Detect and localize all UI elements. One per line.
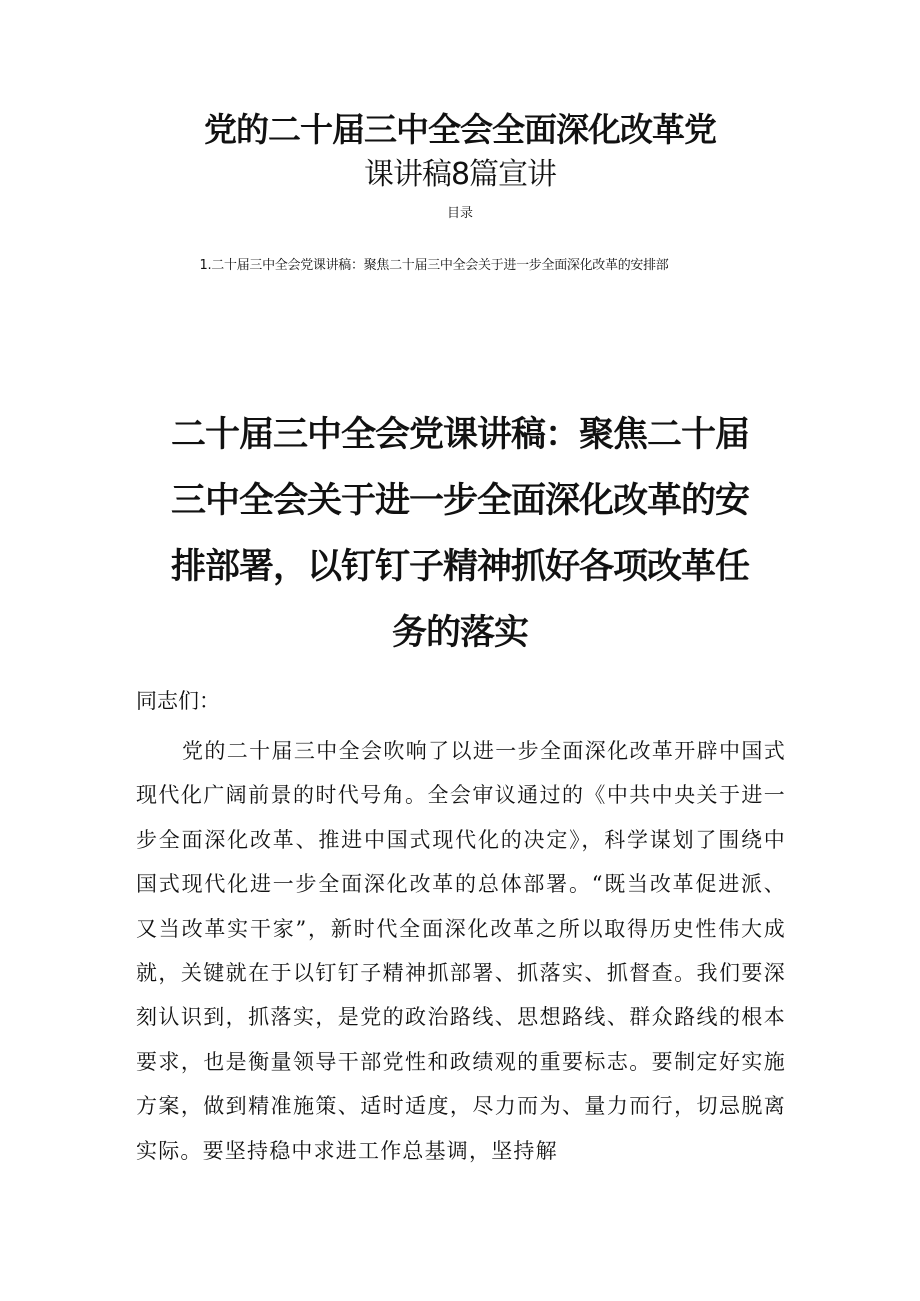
toc-entry[interactable]: 1.二十届三中全会党课讲稿：聚焦二十届三中全会关于进一步全面深化改革的安排部 — [199, 258, 669, 273]
toc-heading: 目录 — [446, 206, 473, 221]
document-title-line1: 党的二十届三中全会全面深化改革党 — [204, 110, 716, 149]
salutation: 同志们： — [136, 689, 220, 713]
body-paragraph: 党的二十届三中全会吹响了以进一步全面深化改革开辟中国式现代化广阔前景的时代号角。全会审议通过的《中共中央关于进一步全面深化改革、推进中国式现代化的决定》，科学谋划了围绕中国式现代化进一步全面深化改革的总体部署。“既当改革促进派、又当改革实干家”，新时代全面深化改革之所以取得历史性伟大成就，关键就在于以钉钉子精神抓部署、抓落实、抓督查。我们要深刻认识到，抓落实，是党的政治路线、思想路线、群众路线的根本要求，也是衡量领导干部党性和政绩观的重要标志。要制定好实施方案，做到精准施策、适时适度，尽力而为、量力而行，切忌脱离实际。要坚持稳中求进工作总基调，坚持解 — [136, 739, 786, 1163]
section-title: 二十届三中全会党课讲稿：聚焦二十届三中全会关于进一步全面深化改革的安排部署，以钉钉子精神抓好各项改革任务的落实 — [170, 415, 749, 653]
document-title-line2: 课讲稿8篇宣讲 — [363, 157, 557, 192]
